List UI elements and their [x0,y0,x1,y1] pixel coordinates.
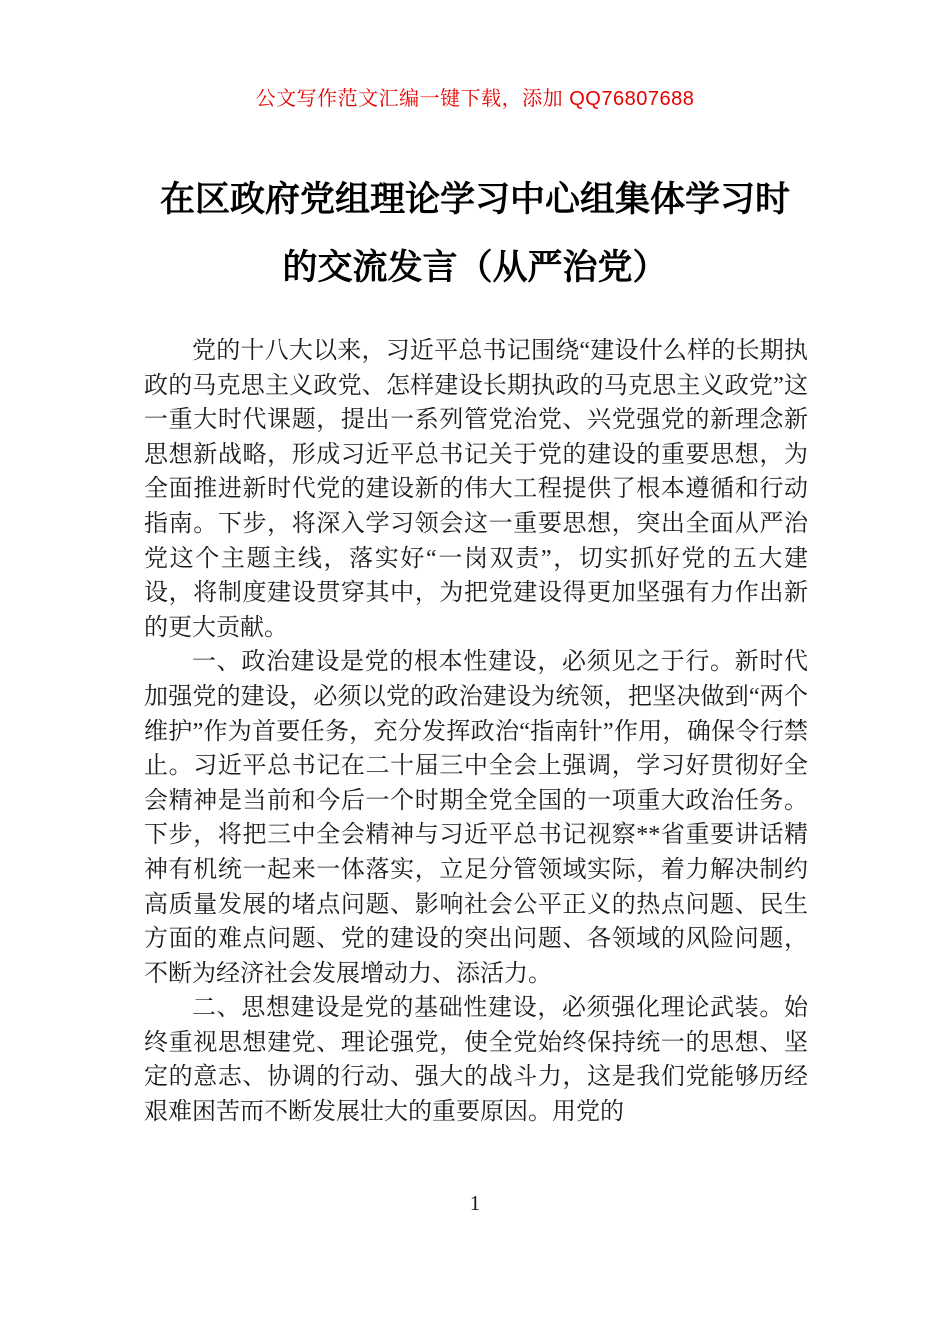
paragraph-intro: 党的十八大以来，习近平总书记围绕“建设什么样的长期执政的马克思主义政党、怎样建设长期执政的马克思主义政党”这一重大时代课题，提出一系列管党治党、兴党强党的新理念新思想新战略，形成习近平总书记关于党的建设的重要思想，为全面推进新时代党的建设新的伟大工程提供了根本遵循和行动指南。下步，将深入学习领会这一重要思想，突出全面从严治党这个主题主线，落实好“一岗双责”，切实抓好党的五大建设，将制度建设贯穿其中，为把党建设得更加坚强有力作出新的更大贡献。 [144,338,808,641]
paragraph-section-1: 一、政治建设是党的根本性建设，必须见之于行。新时代加强党的建设，必须以党的政治建设为统领，把坚决做到“两个维护”作为首要任务，充分发挥政治“指南针”作用，确保令行禁止。习近平总书记在二十届三中全会上强调，学习好贯彻好全会精神是当前和今后一个时期全党全国的一项重大政治任务。下步，将把三中全会精神与习近平总书记视察**省重要讲话精神有机统一起来一体落实，立足分管领域实际，着力解决制约高质量发展的堵点问题、影响社会公平正义的热点问题、民生方面的难点问题、党的建设的突出问题、各领域的风险问题，不断为经济社会发展增动力、添活力。 [144,649,808,987]
paragraph-section-2: 二、思想建设是党的基础性建设，必须强化理论武装。始终重视思想建党、理论强党，使全党始终保持统一的思想、坚定的意志、协调的行动、强大的战斗力，这是我们党能够历经艰难困苦而不断发展壮大的重要原因。用党的 [144,995,808,1126]
document-body [144,334,808,1130]
page-number: 1 [469,1191,481,1215]
document-title-line1: 在区政府党组理论学习中心组集体学习时 [159,180,790,219]
header-notice: 公文写作范文汇编一键下载，添加 QQ76807688 [255,88,695,110]
document-title [110,166,840,302]
document-title-line2: 的交流发言（从严治党） [282,248,668,287]
